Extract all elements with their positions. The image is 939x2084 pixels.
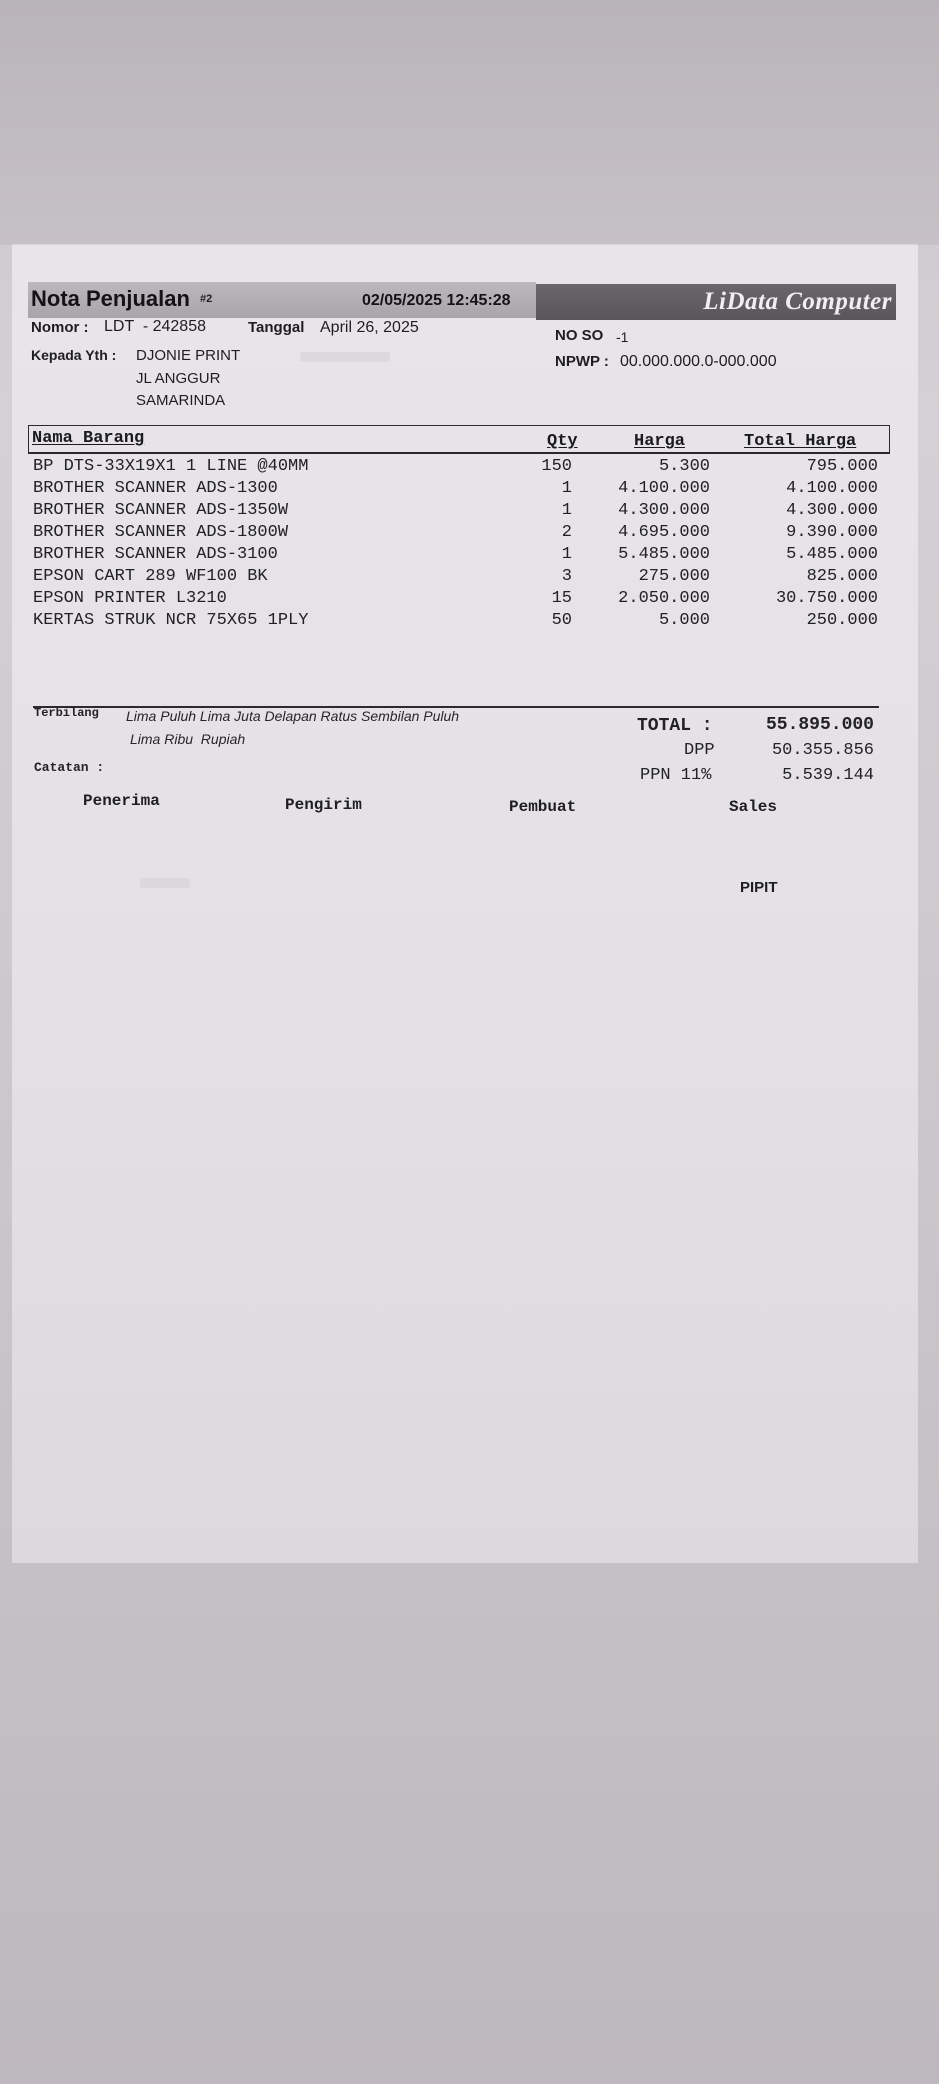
bleed-through-mark <box>140 878 190 888</box>
signature-pembuat: Pembuat <box>509 798 577 816</box>
item-total: 4.300.000 <box>786 501 878 520</box>
item-price: 275.000 <box>638 567 710 586</box>
bleed-through-mark <box>300 352 390 362</box>
column-header-qty: Qty <box>547 432 578 451</box>
print-datetime: 02/05/2025 12:45:28 <box>362 292 511 309</box>
customer-address: JL ANGGUR <box>136 370 221 387</box>
signature-pengirim: Pengirim <box>285 796 362 814</box>
catatan-label: Catatan : <box>34 760 105 775</box>
document-title: Nota Penjualan <box>31 286 190 311</box>
item-qty: 15 <box>551 589 572 608</box>
npwp-value: 00.000.000.0-000.000 <box>620 353 777 370</box>
item-total: 30.750.000 <box>775 589 878 608</box>
terbilang-line-2: Lima Ribu Rupiah <box>130 731 246 747</box>
item-qty: 150 <box>541 457 572 476</box>
item-qty: 3 <box>561 567 572 586</box>
item-total: 825.000 <box>806 567 878 586</box>
item-price: 5.485.000 <box>618 545 710 564</box>
npwp-label: NPWP : <box>555 353 609 370</box>
item-price: 5.300 <box>658 457 710 476</box>
column-header-price: Harga <box>634 432 686 451</box>
tanggal-value: April 26, 2025 <box>320 319 419 336</box>
item-name: EPSON CART 289 WF100 BK <box>33 567 268 586</box>
column-header-total: Total Harga <box>744 432 857 451</box>
dpp-value: 50.355.856 <box>771 741 874 760</box>
dpp-label: DPP <box>684 741 715 760</box>
item-total: 4.100.000 <box>786 479 878 498</box>
terbilang-line-1: Lima Puluh Lima Juta Delapan Ratus Sembilan Puluh <box>126 708 460 724</box>
document-copy-number: #2 <box>200 293 213 305</box>
ppn-value: 5.539.144 <box>782 766 874 785</box>
background-surface <box>0 0 939 245</box>
item-name: KERTAS STRUK NCR 75X65 1PLY <box>33 611 309 630</box>
table-row <box>0 457 939 479</box>
item-qty: 2 <box>561 523 572 542</box>
kepada-label: Kepada Yth : <box>31 347 117 363</box>
item-name: BROTHER SCANNER ADS-1350W <box>33 501 289 520</box>
item-price: 4.695.000 <box>618 523 710 542</box>
item-price: 5.000 <box>658 611 710 630</box>
noso-value: -1 <box>616 329 629 345</box>
customer-city: SAMARINDA <box>136 392 226 409</box>
item-price: 2.050.000 <box>618 589 710 608</box>
ppn-label: PPN 11% <box>640 766 712 785</box>
customer-name: DJONIE PRINT <box>136 347 241 364</box>
item-name: EPSON PRINTER L3210 <box>33 589 227 608</box>
brand-logo: LiData Computer <box>703 288 892 315</box>
table-row <box>0 523 939 545</box>
item-qty: 1 <box>561 479 572 498</box>
item-name: BROTHER SCANNER ADS-3100 <box>33 545 278 564</box>
nomor-value: LDT - 242858 <box>104 318 206 335</box>
item-name: BROTHER SCANNER ADS-1300 <box>33 479 278 498</box>
noso-label: NO SO <box>555 327 604 344</box>
item-qty: 50 <box>551 611 572 630</box>
column-header-name: Nama Barang <box>32 429 145 448</box>
item-qty: 1 <box>561 545 572 564</box>
tanggal-label: Tanggal <box>248 319 305 336</box>
table-row <box>0 567 939 589</box>
brand-band <box>536 284 896 320</box>
item-total: 5.485.000 <box>786 545 878 564</box>
signature-sales: Sales <box>729 798 778 816</box>
total-label: TOTAL : <box>637 716 713 736</box>
nomor-label: Nomor : <box>31 319 89 336</box>
signature-penerima: Penerima <box>83 792 160 810</box>
table-row <box>0 611 939 633</box>
item-price: 4.100.000 <box>618 479 710 498</box>
table-row <box>0 479 939 501</box>
total-value: 55.895.000 <box>765 715 874 735</box>
item-total: 250.000 <box>806 611 878 630</box>
item-qty: 1 <box>561 501 572 520</box>
terbilang-label: Terbilang <box>34 706 99 720</box>
table-row <box>0 545 939 567</box>
item-total: 9.390.000 <box>786 523 878 542</box>
item-name: BROTHER SCANNER ADS-1800W <box>33 523 289 542</box>
item-total: 795.000 <box>806 457 878 476</box>
table-row <box>0 501 939 523</box>
table-row <box>0 589 939 611</box>
sales-name: PIPIT <box>740 879 778 896</box>
item-name: BP DTS-33X19X1 1 LINE @40MM <box>33 457 309 476</box>
table-header <box>28 425 890 454</box>
item-price: 4.300.000 <box>618 501 710 520</box>
